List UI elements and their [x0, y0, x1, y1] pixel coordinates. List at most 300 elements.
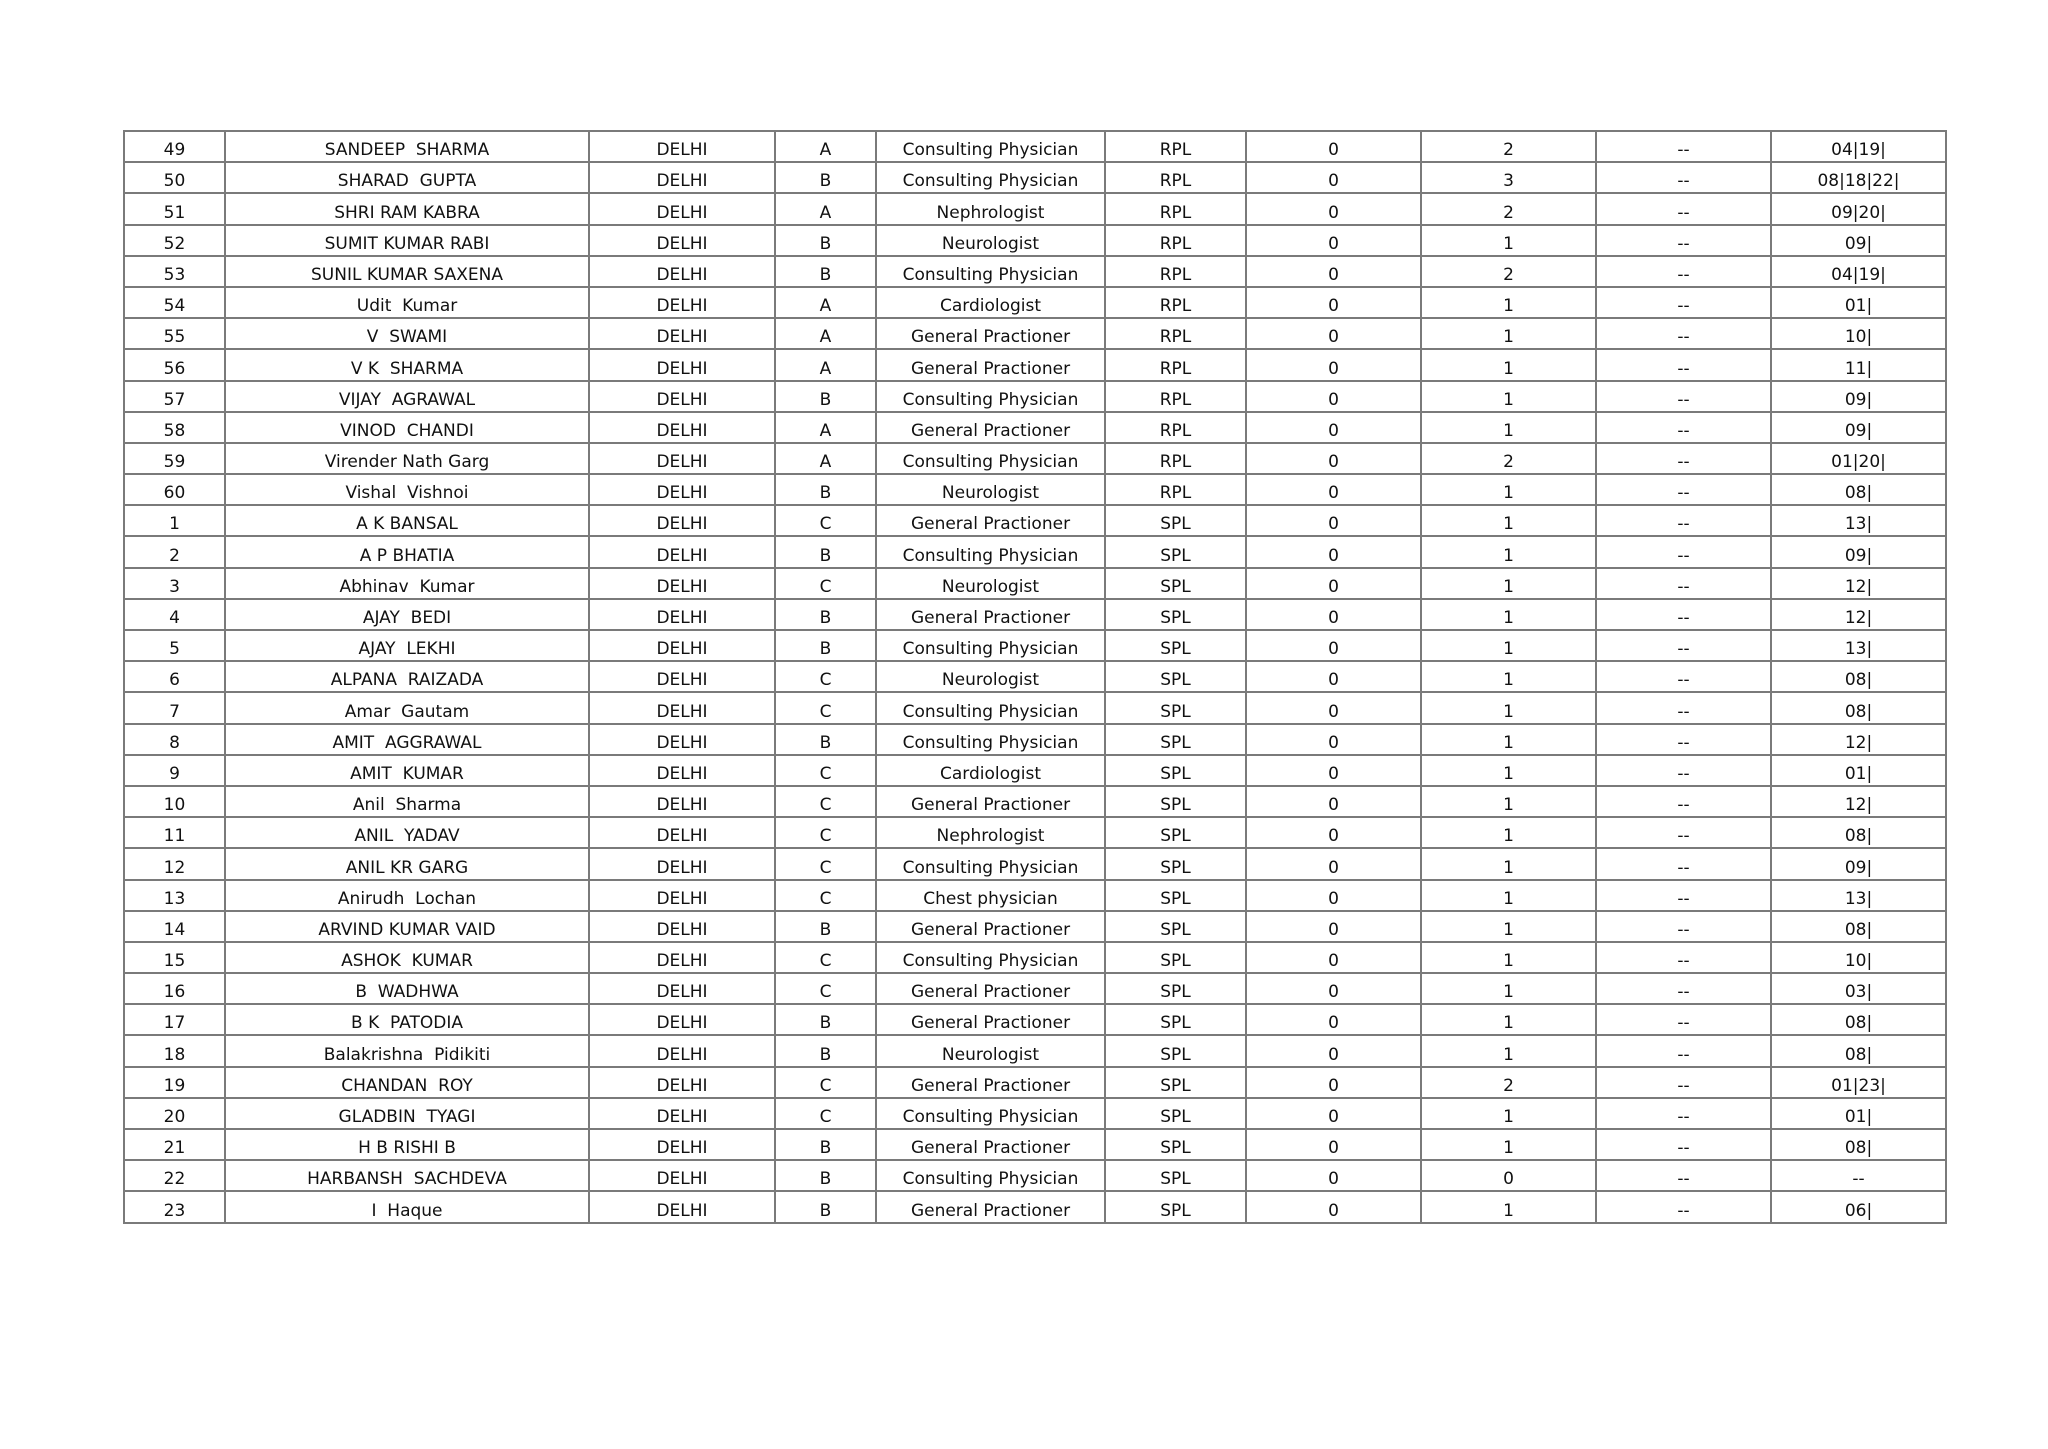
- type-cell: RPL: [1105, 131, 1246, 162]
- type-cell: SPL: [1105, 1160, 1246, 1191]
- specialty-cell: General Practioner: [876, 599, 1105, 630]
- serial-cell: 51: [124, 193, 225, 224]
- city-cell: DELHI: [589, 973, 775, 1004]
- col7-cell: 0: [1246, 817, 1421, 848]
- count-cell: 3: [1421, 162, 1596, 193]
- grade-cell: A: [775, 318, 876, 349]
- type-cell: SPL: [1105, 848, 1246, 879]
- type-cell: RPL: [1105, 474, 1246, 505]
- count-cell: 2: [1421, 193, 1596, 224]
- codes-cell: 04|19|: [1771, 131, 1946, 162]
- codes-cell: 08|: [1771, 911, 1946, 942]
- codes-cell: 11|: [1771, 349, 1946, 380]
- count-cell: 1: [1421, 848, 1596, 879]
- col9-cell: --: [1596, 568, 1771, 599]
- grade-cell: B: [775, 1191, 876, 1222]
- type-cell: RPL: [1105, 193, 1246, 224]
- codes-cell: 08|: [1771, 1129, 1946, 1160]
- count-cell: 2: [1421, 443, 1596, 474]
- specialty-cell: General Practioner: [876, 412, 1105, 443]
- specialty-cell: General Practioner: [876, 1004, 1105, 1035]
- count-cell: 1: [1421, 412, 1596, 443]
- city-cell: DELHI: [589, 1004, 775, 1035]
- grade-cell: C: [775, 942, 876, 973]
- city-cell: DELHI: [589, 786, 775, 817]
- type-cell: SPL: [1105, 1191, 1246, 1222]
- count-cell: 1: [1421, 942, 1596, 973]
- codes-cell: 10|: [1771, 942, 1946, 973]
- serial-cell: 59: [124, 443, 225, 474]
- name-cell: Amar Gautam: [225, 692, 589, 723]
- count-cell: 1: [1421, 755, 1596, 786]
- col9-cell: --: [1596, 443, 1771, 474]
- city-cell: DELHI: [589, 1129, 775, 1160]
- col7-cell: 0: [1246, 1191, 1421, 1222]
- specialty-cell: Neurologist: [876, 1035, 1105, 1066]
- col9-cell: --: [1596, 1067, 1771, 1098]
- serial-cell: 11: [124, 817, 225, 848]
- specialty-cell: Consulting Physician: [876, 1160, 1105, 1191]
- type-cell: SPL: [1105, 1067, 1246, 1098]
- serial-cell: 50: [124, 162, 225, 193]
- city-cell: DELHI: [589, 193, 775, 224]
- col9-cell: --: [1596, 162, 1771, 193]
- name-cell: V SWAMI: [225, 318, 589, 349]
- type-cell: SPL: [1105, 786, 1246, 817]
- col9-cell: --: [1596, 911, 1771, 942]
- codes-cell: 01|20|: [1771, 443, 1946, 474]
- name-cell: H B RISHI B: [225, 1129, 589, 1160]
- table-row: [124, 131, 1946, 162]
- count-cell: 1: [1421, 661, 1596, 692]
- count-cell: 1: [1421, 630, 1596, 661]
- grade-cell: C: [775, 1098, 876, 1129]
- type-cell: SPL: [1105, 599, 1246, 630]
- codes-cell: 13|: [1771, 630, 1946, 661]
- count-cell: 2: [1421, 1067, 1596, 1098]
- name-cell: VINOD CHANDI: [225, 412, 589, 443]
- count-cell: 1: [1421, 568, 1596, 599]
- specialty-cell: General Practioner: [876, 318, 1105, 349]
- col9-cell: --: [1596, 630, 1771, 661]
- name-cell: SHRI RAM KABRA: [225, 193, 589, 224]
- name-cell: A K BANSAL: [225, 505, 589, 536]
- table-row: [124, 256, 1946, 287]
- codes-cell: 09|: [1771, 225, 1946, 256]
- grade-cell: B: [775, 724, 876, 755]
- serial-cell: 49: [124, 131, 225, 162]
- name-cell: AJAY BEDI: [225, 599, 589, 630]
- specialty-cell: Neurologist: [876, 225, 1105, 256]
- col9-cell: --: [1596, 973, 1771, 1004]
- count-cell: 2: [1421, 256, 1596, 287]
- city-cell: DELHI: [589, 1035, 775, 1066]
- specialty-cell: Consulting Physician: [876, 724, 1105, 755]
- count-cell: 1: [1421, 880, 1596, 911]
- table-row: [124, 287, 1946, 318]
- count-cell: 1: [1421, 911, 1596, 942]
- col7-cell: 0: [1246, 661, 1421, 692]
- specialty-cell: Consulting Physician: [876, 692, 1105, 723]
- col7-cell: 0: [1246, 443, 1421, 474]
- table-row: [124, 505, 1946, 536]
- count-cell: 1: [1421, 225, 1596, 256]
- grade-cell: B: [775, 536, 876, 567]
- specialty-cell: Nephrologist: [876, 817, 1105, 848]
- col7-cell: 0: [1246, 724, 1421, 755]
- grade-cell: A: [775, 443, 876, 474]
- serial-cell: 15: [124, 942, 225, 973]
- col9-cell: --: [1596, 474, 1771, 505]
- type-cell: SPL: [1105, 880, 1246, 911]
- codes-cell: 08|: [1771, 1004, 1946, 1035]
- specialty-cell: General Practioner: [876, 349, 1105, 380]
- type-cell: RPL: [1105, 381, 1246, 412]
- name-cell: HARBANSH SACHDEVA: [225, 1160, 589, 1191]
- table-row: [124, 911, 1946, 942]
- name-cell: B WADHWA: [225, 973, 589, 1004]
- name-cell: CHANDAN ROY: [225, 1067, 589, 1098]
- grade-cell: A: [775, 349, 876, 380]
- serial-cell: 20: [124, 1098, 225, 1129]
- specialty-cell: Consulting Physician: [876, 381, 1105, 412]
- name-cell: B K PATODIA: [225, 1004, 589, 1035]
- codes-cell: 08|: [1771, 692, 1946, 723]
- table-row: [124, 880, 1946, 911]
- type-cell: SPL: [1105, 973, 1246, 1004]
- type-cell: RPL: [1105, 349, 1246, 380]
- count-cell: 1: [1421, 474, 1596, 505]
- name-cell: SANDEEP SHARMA: [225, 131, 589, 162]
- col9-cell: --: [1596, 287, 1771, 318]
- col7-cell: 0: [1246, 942, 1421, 973]
- col9-cell: --: [1596, 942, 1771, 973]
- col9-cell: --: [1596, 349, 1771, 380]
- serial-cell: 16: [124, 973, 225, 1004]
- table-row: [124, 162, 1946, 193]
- count-cell: 1: [1421, 1004, 1596, 1035]
- specialty-cell: Nephrologist: [876, 193, 1105, 224]
- table-row: [124, 661, 1946, 692]
- specialty-cell: General Practioner: [876, 1067, 1105, 1098]
- type-cell: SPL: [1105, 1004, 1246, 1035]
- table-row: [124, 443, 1946, 474]
- grade-cell: B: [775, 381, 876, 412]
- codes-cell: 12|: [1771, 599, 1946, 630]
- name-cell: VIJAY AGRAWAL: [225, 381, 589, 412]
- city-cell: DELHI: [589, 287, 775, 318]
- col7-cell: 0: [1246, 193, 1421, 224]
- serial-cell: 5: [124, 630, 225, 661]
- col9-cell: --: [1596, 1035, 1771, 1066]
- codes-cell: 13|: [1771, 505, 1946, 536]
- table-row: [124, 1098, 1946, 1129]
- grade-cell: B: [775, 1160, 876, 1191]
- specialty-cell: Neurologist: [876, 474, 1105, 505]
- specialty-cell: Consulting Physician: [876, 1098, 1105, 1129]
- col9-cell: --: [1596, 1160, 1771, 1191]
- city-cell: DELHI: [589, 755, 775, 786]
- codes-cell: 13|: [1771, 880, 1946, 911]
- serial-cell: 2: [124, 536, 225, 567]
- col7-cell: 0: [1246, 162, 1421, 193]
- codes-cell: 09|: [1771, 412, 1946, 443]
- col9-cell: --: [1596, 1004, 1771, 1035]
- city-cell: DELHI: [589, 1160, 775, 1191]
- city-cell: DELHI: [589, 536, 775, 567]
- col9-cell: --: [1596, 1129, 1771, 1160]
- grade-cell: C: [775, 755, 876, 786]
- count-cell: 1: [1421, 505, 1596, 536]
- name-cell: Anil Sharma: [225, 786, 589, 817]
- table-row: [124, 1191, 1946, 1222]
- city-cell: DELHI: [589, 225, 775, 256]
- col9-cell: --: [1596, 381, 1771, 412]
- serial-cell: 4: [124, 599, 225, 630]
- specialty-cell: Cardiologist: [876, 287, 1105, 318]
- table-row: [124, 536, 1946, 567]
- specialty-cell: Neurologist: [876, 568, 1105, 599]
- grade-cell: B: [775, 599, 876, 630]
- city-cell: DELHI: [589, 474, 775, 505]
- specialty-cell: General Practioner: [876, 911, 1105, 942]
- col7-cell: 0: [1246, 1160, 1421, 1191]
- codes-cell: 10|: [1771, 318, 1946, 349]
- specialty-cell: Chest physician: [876, 880, 1105, 911]
- name-cell: SUNIL KUMAR SAXENA: [225, 256, 589, 287]
- table-row: [124, 786, 1946, 817]
- serial-cell: 18: [124, 1035, 225, 1066]
- city-cell: DELHI: [589, 381, 775, 412]
- specialty-cell: General Practioner: [876, 505, 1105, 536]
- grade-cell: B: [775, 1129, 876, 1160]
- grade-cell: B: [775, 630, 876, 661]
- table-row: [124, 1035, 1946, 1066]
- specialty-cell: Consulting Physician: [876, 443, 1105, 474]
- col7-cell: 0: [1246, 256, 1421, 287]
- col9-cell: --: [1596, 1098, 1771, 1129]
- specialty-cell: General Practioner: [876, 1129, 1105, 1160]
- codes-cell: 12|: [1771, 786, 1946, 817]
- col9-cell: --: [1596, 412, 1771, 443]
- city-cell: DELHI: [589, 817, 775, 848]
- city-cell: DELHI: [589, 724, 775, 755]
- col9-cell: --: [1596, 193, 1771, 224]
- city-cell: DELHI: [589, 848, 775, 879]
- grade-cell: A: [775, 412, 876, 443]
- name-cell: SUMIT KUMAR RABI: [225, 225, 589, 256]
- count-cell: 1: [1421, 381, 1596, 412]
- grade-cell: A: [775, 287, 876, 318]
- serial-cell: 10: [124, 786, 225, 817]
- codes-cell: 09|: [1771, 536, 1946, 567]
- col7-cell: 0: [1246, 1098, 1421, 1129]
- col9-cell: --: [1596, 599, 1771, 630]
- specialty-cell: Consulting Physician: [876, 162, 1105, 193]
- table-row: [124, 1160, 1946, 1191]
- col9-cell: --: [1596, 817, 1771, 848]
- serial-cell: 22: [124, 1160, 225, 1191]
- city-cell: DELHI: [589, 162, 775, 193]
- col7-cell: 0: [1246, 973, 1421, 1004]
- col7-cell: 0: [1246, 287, 1421, 318]
- name-cell: ARVIND KUMAR VAID: [225, 911, 589, 942]
- codes-cell: 12|: [1771, 724, 1946, 755]
- specialty-cell: Consulting Physician: [876, 131, 1105, 162]
- type-cell: RPL: [1105, 162, 1246, 193]
- type-cell: RPL: [1105, 225, 1246, 256]
- grade-cell: A: [775, 131, 876, 162]
- count-cell: 1: [1421, 786, 1596, 817]
- table-row: [124, 1067, 1946, 1098]
- table-row: [124, 193, 1946, 224]
- type-cell: SPL: [1105, 724, 1246, 755]
- type-cell: SPL: [1105, 1035, 1246, 1066]
- city-cell: DELHI: [589, 256, 775, 287]
- grade-cell: C: [775, 505, 876, 536]
- type-cell: RPL: [1105, 412, 1246, 443]
- count-cell: 1: [1421, 318, 1596, 349]
- serial-cell: 55: [124, 318, 225, 349]
- col9-cell: --: [1596, 755, 1771, 786]
- col9-cell: --: [1596, 661, 1771, 692]
- type-cell: RPL: [1105, 287, 1246, 318]
- col9-cell: --: [1596, 880, 1771, 911]
- city-cell: DELHI: [589, 412, 775, 443]
- grade-cell: C: [775, 692, 876, 723]
- data-table: [123, 130, 1947, 1224]
- serial-cell: 21: [124, 1129, 225, 1160]
- table-row: [124, 349, 1946, 380]
- grade-cell: C: [775, 973, 876, 1004]
- table-row: [124, 1129, 1946, 1160]
- codes-cell: 08|: [1771, 1035, 1946, 1066]
- count-cell: 1: [1421, 599, 1596, 630]
- city-cell: DELHI: [589, 1191, 775, 1222]
- col7-cell: 0: [1246, 381, 1421, 412]
- name-cell: AMIT AGGRAWAL: [225, 724, 589, 755]
- codes-cell: 08|: [1771, 661, 1946, 692]
- grade-cell: A: [775, 193, 876, 224]
- col7-cell: 0: [1246, 911, 1421, 942]
- count-cell: 1: [1421, 692, 1596, 723]
- table-row: [124, 724, 1946, 755]
- col7-cell: 0: [1246, 1035, 1421, 1066]
- table-row: [124, 817, 1946, 848]
- col9-cell: --: [1596, 318, 1771, 349]
- type-cell: SPL: [1105, 568, 1246, 599]
- col9-cell: --: [1596, 848, 1771, 879]
- codes-cell: 12|: [1771, 568, 1946, 599]
- table-row: [124, 692, 1946, 723]
- col7-cell: 0: [1246, 474, 1421, 505]
- col7-cell: 0: [1246, 568, 1421, 599]
- city-cell: DELHI: [589, 505, 775, 536]
- col7-cell: 0: [1246, 880, 1421, 911]
- table-body: [124, 131, 1946, 1223]
- col7-cell: 0: [1246, 225, 1421, 256]
- table-row: [124, 225, 1946, 256]
- city-cell: DELHI: [589, 318, 775, 349]
- name-cell: Balakrishna Pidikiti: [225, 1035, 589, 1066]
- col7-cell: 0: [1246, 755, 1421, 786]
- codes-cell: 01|23|: [1771, 1067, 1946, 1098]
- city-cell: DELHI: [589, 1067, 775, 1098]
- type-cell: SPL: [1105, 942, 1246, 973]
- name-cell: ANIL YADAV: [225, 817, 589, 848]
- col7-cell: 0: [1246, 1129, 1421, 1160]
- col9-cell: --: [1596, 256, 1771, 287]
- type-cell: SPL: [1105, 630, 1246, 661]
- city-cell: DELHI: [589, 692, 775, 723]
- serial-cell: 9: [124, 755, 225, 786]
- count-cell: 1: [1421, 349, 1596, 380]
- col7-cell: 0: [1246, 786, 1421, 817]
- table-row: [124, 848, 1946, 879]
- serial-cell: 52: [124, 225, 225, 256]
- name-cell: A P BHATIA: [225, 536, 589, 567]
- name-cell: Abhinav Kumar: [225, 568, 589, 599]
- col9-cell: --: [1596, 536, 1771, 567]
- serial-cell: 54: [124, 287, 225, 318]
- name-cell: I Haque: [225, 1191, 589, 1222]
- col9-cell: --: [1596, 724, 1771, 755]
- count-cell: 1: [1421, 1035, 1596, 1066]
- codes-cell: 03|: [1771, 973, 1946, 1004]
- city-cell: DELHI: [589, 131, 775, 162]
- table-row: [124, 599, 1946, 630]
- table-row: [124, 568, 1946, 599]
- serial-cell: 6: [124, 661, 225, 692]
- type-cell: SPL: [1105, 536, 1246, 567]
- city-cell: DELHI: [589, 661, 775, 692]
- type-cell: RPL: [1105, 443, 1246, 474]
- serial-cell: 57: [124, 381, 225, 412]
- col7-cell: 0: [1246, 692, 1421, 723]
- serial-cell: 1: [124, 505, 225, 536]
- grade-cell: C: [775, 880, 876, 911]
- specialty-cell: General Practioner: [876, 1191, 1105, 1222]
- codes-cell: 06|: [1771, 1191, 1946, 1222]
- col7-cell: 0: [1246, 318, 1421, 349]
- col7-cell: 0: [1246, 1004, 1421, 1035]
- grade-cell: B: [775, 1035, 876, 1066]
- name-cell: ASHOK KUMAR: [225, 942, 589, 973]
- table-row: [124, 318, 1946, 349]
- city-cell: DELHI: [589, 880, 775, 911]
- specialty-cell: Consulting Physician: [876, 256, 1105, 287]
- specialty-cell: Cardiologist: [876, 755, 1105, 786]
- col7-cell: 0: [1246, 1067, 1421, 1098]
- specialty-cell: General Practioner: [876, 786, 1105, 817]
- count-cell: 1: [1421, 1098, 1596, 1129]
- type-cell: RPL: [1105, 318, 1246, 349]
- count-cell: 1: [1421, 817, 1596, 848]
- specialty-cell: Neurologist: [876, 661, 1105, 692]
- type-cell: SPL: [1105, 1129, 1246, 1160]
- name-cell: Virender Nath Garg: [225, 443, 589, 474]
- col7-cell: 0: [1246, 848, 1421, 879]
- city-cell: DELHI: [589, 443, 775, 474]
- serial-cell: 12: [124, 848, 225, 879]
- grade-cell: C: [775, 661, 876, 692]
- codes-cell: 09|: [1771, 381, 1946, 412]
- codes-cell: --: [1771, 1160, 1946, 1191]
- codes-cell: 09|20|: [1771, 193, 1946, 224]
- serial-cell: 56: [124, 349, 225, 380]
- col7-cell: 0: [1246, 630, 1421, 661]
- col7-cell: 0: [1246, 131, 1421, 162]
